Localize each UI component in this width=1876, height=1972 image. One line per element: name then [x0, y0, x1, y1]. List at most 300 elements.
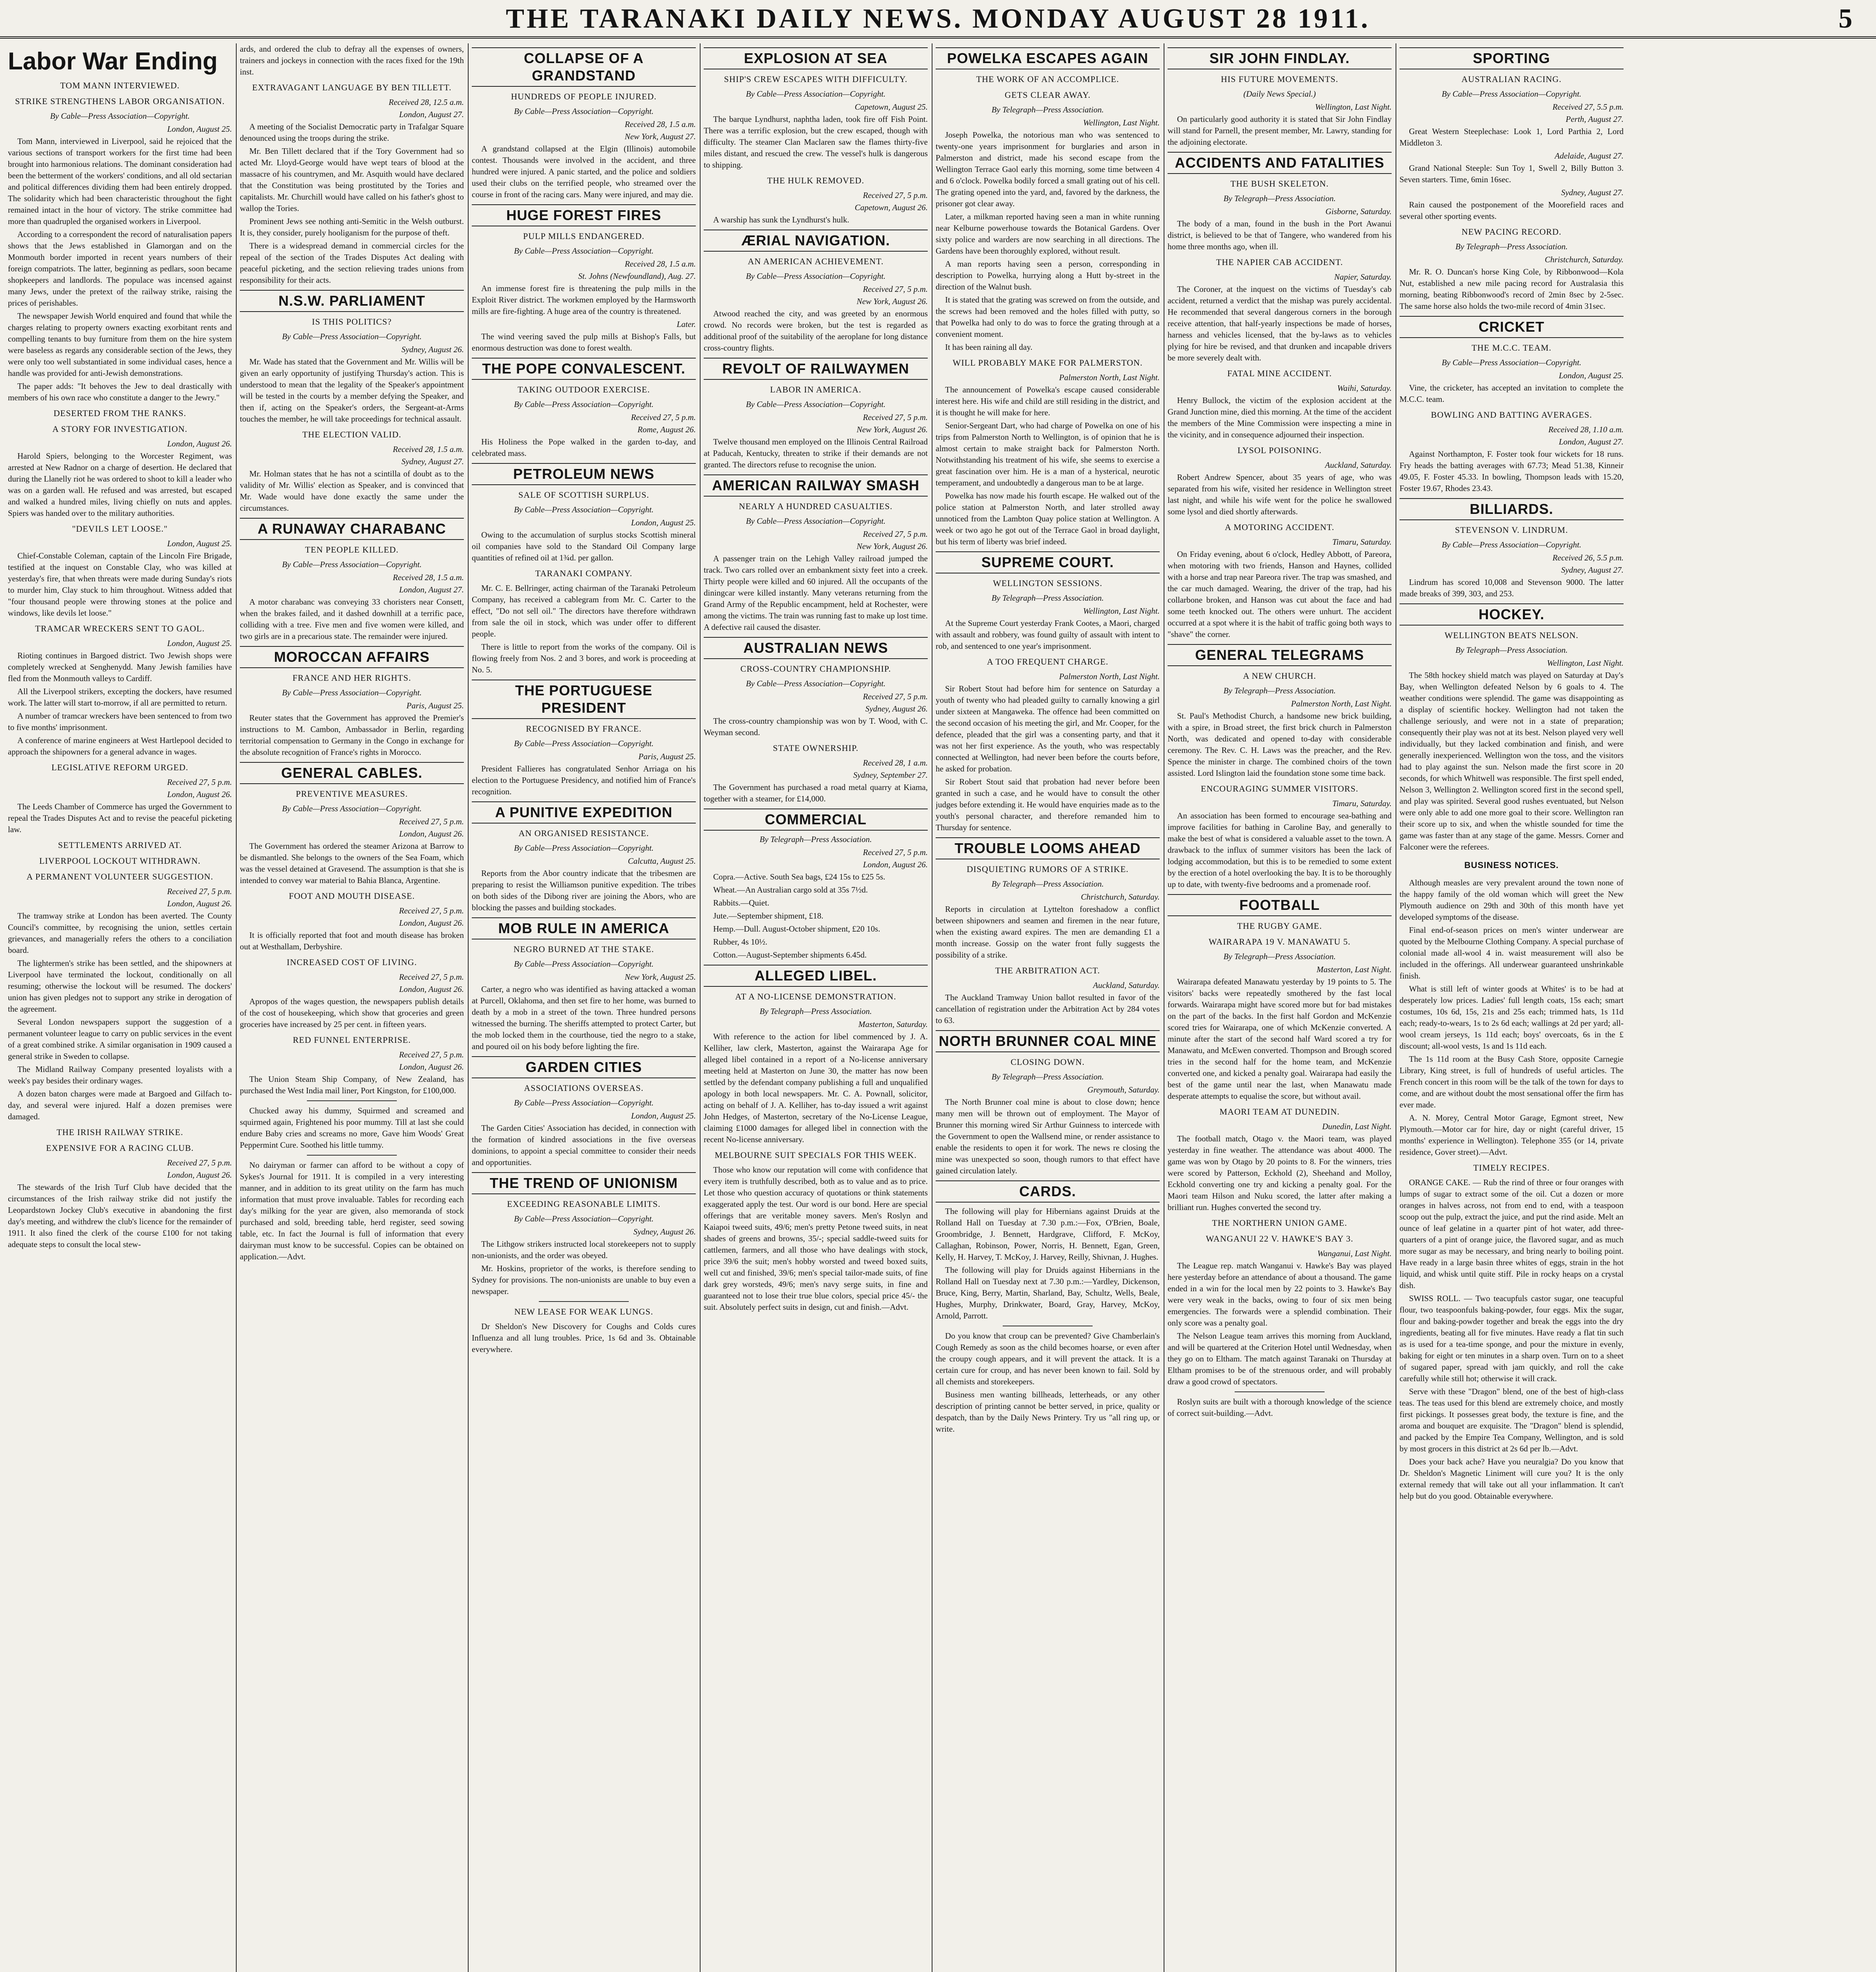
dateline: London, August 26.: [167, 439, 232, 448]
source-line: By Telegraph—Press Association.: [1223, 686, 1336, 695]
article-paragraph: Reports from the Abor country indicate that the tribesmen are preparing to resist the Williamson punitive expedition. The tribes on both sides of the Dibong river are joining the Abors, who are blocking the passes and building stockades.: [472, 868, 696, 912]
section-headline: THE TREND OF UNIONISM: [472, 1172, 696, 1194]
subheading: WANGANUI 22 V. HAWKE'S BAY 3.: [1205, 1234, 1354, 1244]
subheading: GETS CLEAR AWAY.: [1005, 90, 1091, 100]
article-paragraph: The cross-country championship was won by T. Wood, with C. Weyman second.: [704, 716, 928, 737]
dateline: Perth, August 27.: [1566, 114, 1624, 124]
source-line: By Cable—Press Association—Copyright.: [1441, 540, 1582, 549]
article-paragraph: Reuter states that the Government has approved the Premier's instructions to M. Cambon, Ambassador in Berlin, regarding territorial compensation to Germany in the Congo in exchange for the absolute recognition of France's rights in Morocco.: [240, 713, 464, 757]
source-line: By Cable—Press Association—Copyright.: [746, 516, 886, 526]
source-line: By Cable—Press Association—Copyright.: [746, 400, 886, 409]
source-line: By Telegraph—Press Association.: [991, 879, 1104, 889]
subheading: STRIKE STRENGTHENS LABOR ORGANISATION.: [15, 96, 225, 106]
subheading: THE ELECTION VALID.: [302, 430, 402, 439]
subheading: BOWLING AND BATTING AVERAGES.: [1431, 410, 1592, 420]
dateline: London, August 26.: [167, 899, 232, 908]
section-headline: MOB RULE IN AMERICA: [472, 917, 696, 939]
source-line: By Telegraph—Press Association.: [1455, 242, 1568, 251]
dateline: Wanganui, Last Night.: [1317, 1249, 1392, 1258]
dateline: Received 27, 5 p.m.: [399, 972, 464, 982]
dateline: Napier, Saturday.: [1334, 272, 1392, 282]
section-headline: AUSTRALIAN NEWS: [704, 637, 928, 659]
subheading: MELBOURNE SUIT SPECIALS FOR THIS WEEK.: [714, 1150, 917, 1160]
section-headline: AMERICAN RAILWAY SMASH: [704, 474, 928, 497]
dateline: London, August 25.: [167, 639, 232, 648]
article-paragraph: Apropos of the wages question, the newspapers publish details of the cost of housekeeping, which show that groceries and green groceries have increased by 25 per cent. in fifteen years.: [240, 997, 464, 1029]
article-paragraph: It has been raining all day.: [945, 342, 1033, 352]
subheading: RECOGNISED BY FRANCE.: [526, 724, 642, 734]
dateline: Masterton, Saturday.: [858, 1020, 928, 1029]
source-line: By Telegraph—Press Association.: [991, 593, 1104, 603]
article-paragraph: Lindrum has scored 10,008 and Stevenson 9000. The latter made breaks of 399, 303, and 253.: [1400, 577, 1624, 598]
article-paragraph: Robert Andrew Spencer, about 35 years of age, who was separated from his wife, visited her residence in Wellington street last night, and while his wife went for the police he swallowed some lysol and died shortly afterwards.: [1168, 472, 1392, 516]
source-line: By Cable—Press Association—Copyright.: [514, 1214, 654, 1223]
dateline: Received 27, 5 p.m.: [863, 190, 928, 200]
section-headline: ÆRIAL NAVIGATION.: [704, 230, 928, 252]
subheading: DISQUIETING RUMORS OF A STRIKE.: [966, 864, 1129, 874]
article-paragraph: A man reports having seen a person, corresponding in description to Powelka, hurrying along a Hutt by-street in the direction of the Walnut bush.: [936, 259, 1160, 291]
section-headline: HOCKEY.: [1400, 603, 1624, 626]
article-paragraph: His Holiness the Pope walked in the garden to-day, and celebrated mass.: [472, 437, 696, 458]
article-paragraph: Rabbits.—Quiet.: [713, 898, 770, 908]
subheading: DESERTED FROM THE RANKS.: [53, 408, 187, 418]
section-headline: SUPREME COURT.: [936, 551, 1160, 573]
subheading: THE NAPIER CAB ACCIDENT.: [1216, 257, 1343, 267]
subheading: TIMELY RECIPES.: [1473, 1163, 1550, 1173]
subheading: NEARLY A HUNDRED CASUALTIES.: [739, 501, 893, 511]
source-line: By Cable—Press Association—Copyright.: [514, 959, 654, 969]
article-paragraph: Sir Robert Stout said that probation had never before been granted in such a case, and he would have to consult the other judges before extending it. He would have enquiries made as to the youth's personal character, and therefore remanded him to Thursday for sentence.: [936, 777, 1160, 832]
dateline: Palmerston North, Last Night.: [1059, 373, 1160, 382]
article-paragraph: There is a widespread demand in commercial circles for the repeal of the section of the Trades Disputes Act dealing with peaceful picketing, and the section relieving trades unions from responsibility for their acts.: [240, 241, 464, 285]
dateline: Sydney, August 26.: [865, 704, 928, 713]
subheading: THE NORTHERN UNION GAME.: [1212, 1218, 1347, 1228]
article-paragraph: Rain caused the postponement of the Moorefield races and several other sporting events.: [1400, 200, 1624, 221]
subheading: WELLINGTON BEATS NELSON.: [1444, 630, 1579, 640]
article-paragraph: Twelve thousand men employed on the Illinois Central Railroad at Paducah, Kentucky, threaten to strike if their demands are not granted. The directors refuse to recognise the union.: [704, 437, 928, 469]
article-paragraph: A motor charabanc was conveying 33 choristers near Consett, when the brakes failed, and it dashed downhill at a terrific pace, colliding with a tree. Five men and five women were killed, and two girls are in a precarious state. The remainder were injured.: [240, 597, 464, 641]
article-paragraph: Dr Sheldon's New Discovery for Coughs and Colds cures Influenza and all lung troubles. Price, 1s 6d and 3s. Obtainable everywhere.: [472, 1322, 696, 1354]
dateline: Received 28, 12.5 a.m.: [389, 97, 464, 107]
source-line: By Cable—Press Association—Copyright.: [514, 106, 654, 116]
column-2: [240, 43, 464, 1972]
subheading: WILL PROBABLY MAKE FOR PALMERSTON.: [953, 358, 1143, 368]
subheading: NEGRO BURNED AT THE STAKE.: [513, 944, 654, 954]
dateline: Sydney, August 27.: [1561, 565, 1624, 575]
dateline: New York, August 25.: [624, 972, 696, 982]
dateline: London, August 25.: [167, 539, 232, 548]
article-paragraph: Prominent Jews see nothing anti-Semitic in the Welsh outburst. It is, they consider, purely hooliganism for the purpose of theft.: [240, 217, 464, 237]
section-headline: EXPLOSION AT SEA: [704, 47, 928, 69]
column-4: [704, 43, 928, 1972]
dateline: Greymouth, Saturday.: [1087, 1085, 1160, 1094]
dateline: Received 27, 5 p.m.: [863, 692, 928, 701]
subheading: INCREASED COST OF LIVING.: [286, 957, 417, 967]
article-paragraph: The Leeds Chamber of Commerce has urged the Government to repeal the Trades Disputes Act and to revise the peaceful picketing law.: [8, 802, 232, 834]
source-line: By Cable—Press Association—Copyright.: [514, 400, 654, 409]
article-paragraph: Mr. Ben Tillett declared that if the Tory Government had so acted Mr. Lloyd-George would have wept tears of blood at the massacre of his countrymen, and Mr. Asquith would have declared that the Constitution was being prostituted by the Tories and capitalists. Mr. Churchill would have called on his father's ghost to wallop the Tories.: [240, 146, 464, 213]
dateline: Received 27, 5.5 p.m.: [1552, 102, 1624, 112]
article-paragraph: Rubber, 4s 10½.: [713, 937, 768, 947]
source-line: (Daily News Special.): [1243, 89, 1316, 99]
section-headline: COLLAPSE OF A GRANDSTAND: [472, 47, 696, 87]
dateline: London, August 27.: [399, 585, 464, 594]
dateline: London, August 26.: [399, 829, 464, 838]
section-headline: BUSINESS NOTICES.: [1464, 860, 1559, 870]
source-line: By Telegraph—Press Association.: [1223, 194, 1336, 203]
section-headline: SIR JOHN FINDLAY.: [1168, 47, 1392, 69]
subheading: THE HULK REMOVED.: [767, 176, 865, 185]
columns-container: [8, 43, 1868, 1972]
section-headline: BILLIARDS.: [1400, 498, 1624, 520]
source-line: By Telegraph—Press Association.: [991, 105, 1104, 114]
source-line: By Cable—Press Association—Copyright.: [282, 688, 422, 697]
article-paragraph: Later, a milkman reported having seen a man in white running near Kelburne powerhouse towards the Botanical Gardens. Over sixty police and warders are now searching in all directions. The Gardens have been thoroughly explored, without result.: [936, 212, 1160, 256]
column-1: [8, 43, 232, 1972]
source-line: By Cable—Press Association—Copyright.: [50, 111, 190, 121]
section-headline: SPORTING: [1400, 47, 1624, 69]
article-paragraph: The Government has ordered the steamer Arizona at Barrow to be dismantled. She belongs to the owners of the Sea Foam, which was the vessel detained at Gravesend. The assumption is that she is intended to convey war material to Bahia Blanca, Argentine.: [240, 841, 464, 885]
article-paragraph: Chucked away his dummy, Squirmed and screamed and squirmed again, Frightened his poor mummy. Till at last she could endure Baby cries and screams no more, Gave him Woods' Great Peppermint Cure. Soothed his little tummy.: [240, 1106, 464, 1150]
subheading: A TOO FREQUENT CHARGE.: [987, 657, 1109, 667]
article-paragraph: A passenger train on the Lehigh Valley railroad jumped the track. Two cars rolled over an embankment sixty feet into a creek. Thirty people were killed and 60 injured. All the occupants of the diningcar were killed instantly. Many veterans returning from the Grand Army of the Republic encampment, held at Rochester, were among the victims. The train was running fast to make up lost time. A defective rail caused the disaster.: [704, 554, 928, 632]
dateline: London, August 26.: [399, 1062, 464, 1072]
article-paragraph: The North Brunner coal mine is about to close down; hence many men will be thrown out of employment. The Mayor of Brunner this morning wired Sir Arthur Guinness to intercede with the Government to open the Wallsend mine, or render assistance to enable the residents to open it for work. The news re closing the mine was unexpected so soon, though rumors to that effect have gained circulation lately.: [936, 1097, 1160, 1175]
dateline: Capetown, August 26.: [854, 203, 928, 212]
subheading: NEW LEASE FOR WEAK LUNGS.: [514, 1307, 654, 1317]
masthead: [0, 0, 1876, 39]
article-paragraph: The Government has purchased a road metal quarry at Kiama, together with a steamer, for £14,000.: [704, 782, 928, 803]
dateline: New York, August 27.: [624, 132, 696, 141]
article-paragraph: Harold Spiers, belonging to the Worcester Regiment, was arrested at New Radnor on a charge of desertion. He declared that during the Llanelly riot he was ordered to shoot to kill a leader who was on a garden wall. He refused and was arrested, but escaped and walked a hundred miles, living chiefly on nuts and apples. Spiers was handed over to the military authorities.: [8, 451, 232, 518]
dateline: London, August 26.: [167, 1170, 232, 1180]
section-headline: REVOLT OF RAILWAYMEN: [704, 358, 928, 380]
article-paragraph: Sir Robert Stout had before him for sentence on Saturday a youth of twenty who had pleaded guilty to carnally knowing a girl under sixteen at Mangaweka. The offence had been committed on the second occasion of his meeting the girl, and Mr. Cooper, for the defence, pleaded that the girl was a consenting party, and that it was not her first experience. As the youth, who was respectably connected at Wellington, had never been before the courts before, he asked for probation.: [936, 684, 1160, 773]
section-headline: ALLEGED LIBEL.: [704, 965, 928, 987]
dateline: Gisborne, Saturday.: [1325, 207, 1392, 216]
dateline: Received 27, 5 p.m.: [399, 817, 464, 826]
subheading: LIVERPOOL LOCKOUT WITHDRAWN.: [39, 856, 201, 866]
article-paragraph: ards, and ordered the club to defray all the expenses of owners, trainers and jockeys in connection with the races fixed for the 19th inst.: [240, 44, 464, 77]
subheading: FOOT AND MOUTH DISEASE.: [289, 891, 415, 901]
section-headline: HUGE FOREST FIRES: [472, 204, 696, 226]
section-headline: COMMERCIAL: [704, 809, 928, 831]
subheading: IS THIS POLITICS?: [312, 317, 392, 327]
source-line: By Cable—Press Association—Copyright.: [746, 89, 886, 99]
subheading: CLOSING DOWN.: [1011, 1057, 1085, 1067]
dateline: Received 28, 1.5 a.m.: [624, 120, 696, 129]
subheading: PREVENTIVE MEASURES.: [295, 789, 408, 799]
subheading: RED FUNNEL ENTERPRISE.: [293, 1035, 411, 1045]
dateline: Received 27, 5 p.m.: [167, 887, 232, 896]
subheading: FATAL MINE ACCIDENT.: [1227, 368, 1332, 378]
source-line: By Telegraph—Press Association.: [759, 1007, 872, 1016]
subheading: "DEVILS LET LOOSE.": [72, 524, 168, 534]
article-paragraph: The 1s 11d room at the Busy Cash Store, opposite Carnegie Library, King street, is full of hundreds of useful articles. The French concert in this room will be the talk of the town for days to come, and are without doubt the most sensational offer the firm has ever made.: [1400, 1054, 1624, 1109]
article-paragraph: The tramway strike at London has been averted. The County Council's committee, by recognising the union, settles certain grievances, and managerially refers the others to a conciliation board.: [8, 911, 232, 955]
article-paragraph: Business men wanting billheads, letterheads, or any other description of printing cannot be better served, in price, quality or despatch, than by the Daily News Printery. Try us "all ring up, or write.: [936, 1390, 1160, 1434]
dateline: Auckland, Saturday.: [1093, 980, 1160, 990]
dateline: London, August 27.: [1558, 437, 1624, 446]
article-paragraph: The barque Lyndhurst, naphtha laden, took fire off Fish Point. There was a terrific explosion, but the crew escaped, though with difficulty. The steamer Clan Maclaren saw the flames thirty-five miles distant, and rescued the crew. The vessel's hulk is dangerous to shipping.: [704, 114, 928, 170]
article-paragraph: The newspaper Jewish World enquired and found that while the charges relating to property owners exacting exorbitant rents and compelling tenants to buy furniture from them on the hire system were baseless as regards any considerable section of the Jews, they were only too well substantiated in some individual cases, hence a handle was provided for anti-Jewish demonstrations.: [8, 311, 232, 378]
article-paragraph: Chief-Constable Coleman, captain of the Lincoln Fire Brigade, testified at the inquest on Constable Clay, who was killed at yesterday's fire, that when threats were made during Sunday's riots to murder him, Clay stuck to him throughout. Witness added that "four thousand people were throwing stones at the police and windows, like devils let loose.": [8, 551, 232, 618]
dateline: St. Johns (Newfoundland), Aug. 27.: [578, 271, 696, 281]
subheading: A MOTORING ACCIDENT.: [1225, 522, 1334, 532]
article-paragraph: On particularly good authority it is stated that Sir John Findlay will stand for Parnell, the present member, Mr. Lawry, standing for the adjoining electorate.: [1168, 114, 1392, 147]
divider: [539, 1301, 628, 1302]
article-paragraph: According to a correspondent the record of naturalisation papers shows that the Jews established in Glamorgan and on the Monmouth border imported in recent years numbers of their foreign compatriots. The latter, beginning as pedlars, soon became shopkeepers and landlords. The populace was incensed against many Jews, under the pretext of the railway strike, raising the prices of perishables.: [8, 230, 232, 308]
dateline: London, August 26.: [399, 918, 464, 928]
dateline: Received 27, 5 p.m.: [399, 1050, 464, 1059]
dateline: London, August 25.: [631, 518, 696, 527]
column-rule: [700, 43, 701, 1972]
article-paragraph: The Lithgow strikers instructed local storekeepers not to supply non-unionists, and the order was obeyed.: [472, 1239, 696, 1260]
article-paragraph: Roslyn suits are built with a thorough knowledge of the science of correct suit-building.—Advt.: [1168, 1397, 1392, 1418]
source-line: By Telegraph—Press Association.: [1455, 645, 1568, 655]
article-paragraph: What is still left of winter goods at Whites' is to be had at desperately low prices. Ladies' full length coats, 15s each; smart costumes, 10s 6d, 15s, 21s and 25s each; trimmed hats, 1s 11d each; ready-to-wears, 1s to 2s 6d each; wallings at 2d per yard; all-wool cream jerseys, 1s 11d each; boys' overcoats, 6s in the £ discount; all-wool vests, 1s and 1s 11d each.: [1400, 984, 1624, 1051]
article-paragraph: Mr. Wade has stated that the Government and Mr. Willis will be given an early opportunity of justifying Thursday's action. This is understood to mean that the legality of the Speaker's appointment will be tested in the courts by a member defying the Speaker, and then if, acting on the Speaker's orders, the Sergeant-at-Arms touches the member, he will take proceedings for technical assault.: [240, 357, 464, 424]
dateline: Received 27, 5 p.m.: [863, 413, 928, 422]
divider: [307, 1100, 396, 1101]
dateline: New York, August 26.: [856, 297, 928, 306]
section-headline: A PUNITIVE EXPEDITION: [472, 801, 696, 824]
subheading: ENCOURAGING SUMMER VISITORS.: [1201, 784, 1358, 794]
article-paragraph: St. Paul's Methodist Church, a handsome new brick building, with a spire, in Broad street, the first brick church in Palmerston North, was dedicated and opened to-day with considerable ceremony. The Rev. C. H. Laws was the preacher, and the Rev. Spence the minister in charge. The combined choirs of the town assisted. Lord Islington laid the foundation stone some time back.: [1168, 711, 1392, 778]
dateline: Received 27, 5 p.m.: [863, 848, 928, 857]
source-line: By Telegraph—Press Association.: [1223, 952, 1336, 961]
subheading: TRAMCAR WRECKERS SENT TO GAOL.: [35, 624, 205, 633]
subheading: THE RUGBY GAME.: [1237, 921, 1322, 931]
section-headline: FOOTBALL: [1168, 894, 1392, 916]
dateline: Dunedin, Last Night.: [1322, 1122, 1392, 1131]
source-line: By Telegraph—Press Association.: [991, 1072, 1104, 1081]
article-paragraph: The wind veering saved the pulp mills at Bishop's Falls, but enormous destruction was done to forest wealth.: [472, 332, 696, 353]
article-paragraph: The body of a man, found in the bush in the Port Awanui district, is believed to be that of Tangere, who wandered from his home three months ago, when ill.: [1168, 219, 1392, 251]
dateline: Received 28, 1.5 a.m.: [392, 444, 464, 454]
dateline: London, August 26.: [167, 790, 232, 799]
dateline: Rome, August 26.: [637, 425, 696, 434]
subheading: ASSOCIATIONS OVERSEAS.: [524, 1083, 644, 1093]
article-paragraph: A grandstand collapsed at the Elgin (Illinois) automobile contest. Thousands were involved in the accident, and three hundred were injured. A panic started, and the police and soldiers used their clubs on the terrified people, who streamed over the course in front of the racing cars. Many were injured, and may die.: [472, 144, 696, 199]
dateline: Wellington, Last Night.: [1547, 658, 1624, 668]
subheading: TEN PEOPLE KILLED.: [305, 545, 399, 555]
dateline: Received 27, 5 p.m.: [863, 284, 928, 294]
article-paragraph: The Coroner, at the inquest on the victims of Tuesday's cab accident, returned a verdict that the mishap was purely accidental. He recommended that several dangerous corners in the borough receive attention, that half-yearly inspections be made of horses, harness and vehicles licensed, that the by-laws as to vehicles plying for hire be revised, and that drunken and incapable drivers be more severely dealt with.: [1168, 284, 1392, 362]
section-headline: GENERAL CABLES.: [240, 762, 464, 784]
subheading: THE ARBITRATION ACT.: [995, 965, 1100, 975]
subheading: EXPENSIVE FOR A RACING CLUB.: [46, 1143, 194, 1153]
article-paragraph: Do you know that croup can be prevented? Give Chamberlain's Cough Remedy as soon as the child becomes hoarse, or even after the croupy cough appears, and it will prevent the attack. It is a certain cure for croup, and has never been known to fail. Sold by all chemists and storekeepers.: [936, 1331, 1160, 1386]
subheading: AUSTRALIAN RACING.: [1461, 74, 1562, 84]
subheading: A STORY FOR INVESTIGATION.: [52, 424, 188, 434]
subheading: TARANAKI COMPANY.: [535, 568, 633, 578]
article-paragraph: The lightermen's strike has been settled, and the shipowners at Liverpool have terminated the lockout, conditionally on all resuming; otherwise the lockout will be resumed. The dockers' union has given pledges not to support any strike in derogation of the agreement.: [8, 958, 232, 1014]
subheading: SALE OF SCOTTISH SURPLUS.: [518, 490, 649, 500]
column-6: [1168, 43, 1392, 1972]
dateline: Received 28, 1.10 a.m.: [1548, 425, 1624, 434]
article-paragraph: A. N. Morey, Central Motor Garage, Egmont street, New Plymouth.—Motor car for hire, day or night (careful driver, 15 months' experience in Wellington). Telephone 355 (or 14, private residence, Gover street).—Advt.: [1400, 1113, 1624, 1157]
dateline: Received 26, 5.5 p.m.: [1552, 553, 1624, 562]
subheading: FRANCE AND HER RIGHTS.: [292, 673, 411, 683]
article-paragraph: The following will play for Druids against Hibernians in the Rolland Hall on Tuesday next at 7.30 p.m.:—Yardley, Dickenson, Bruce, King, Berry, Martin, Sharland, Bay, Schultz, Wells, Beale, Hughes, Murphy, Drinkwater, Board, Gray, Harvey, McKoy, Arnold, Parrott.: [936, 1265, 1160, 1320]
article-paragraph: The Auckland Tramway Union ballot resulted in favor of the cancellation of registration under the Arbitration Act by 284 votes to 63.: [936, 993, 1160, 1025]
source-line: By Cable—Press Association—Copyright.: [282, 804, 422, 813]
subheading: EXTRAVAGANT LANGUAGE BY BEN TILLETT.: [252, 82, 452, 92]
divider: [1235, 1391, 1324, 1392]
article-paragraph: Grand National Steeple: Sun Toy 1, Swell 2, Billy Button 3. Seven starters. Time, 6min 16sec.: [1400, 163, 1624, 184]
subheading: EXCEEDING REASONABLE LIMITS.: [507, 1199, 661, 1209]
dateline: Sydney, August 26.: [633, 1227, 696, 1236]
subheading: CROSS-COUNTRY CHAMPIONSHIP.: [740, 664, 891, 674]
article-paragraph: On Friday evening, about 6 o'clock, Hedley Abbott, of Pareora, when motoring with two friends, Hanson and Haynes, collided with a horse and trap near Pareora river. The trap was smashed, and the car much damaged. Wearing, the driver of the trap, had his collarbone broken, and Hanson was cut about the face and had some teeth knocked out. The others were unhurt. The accident occurred at a spot where it is the habit of traffic going both ways to "shave" the corner.: [1168, 549, 1392, 639]
dateline: Palmerston North, Last Night.: [1059, 672, 1160, 681]
subheading: AN AMERICAN ACHIEVEMENT.: [747, 256, 884, 266]
dateline: Masterton, Last Night.: [1316, 965, 1392, 974]
article-paragraph: Although measles are very prevalent around the town none of the happy family of the old woman which will greet the New Plymouth audience on 29th and 30th of this month have yet developed symptoms of the disease.: [1400, 878, 1624, 922]
source-line: By Cable—Press Association—Copyright.: [746, 271, 886, 281]
column-7: [1400, 43, 1624, 1972]
dateline: Later.: [676, 319, 696, 329]
lead-headline: Labor War Ending: [8, 48, 218, 75]
subheading: NEW PACING RECORD.: [1461, 227, 1562, 237]
article-paragraph: It is stated that the grating was screwed on from the outside, and the screws had been removed and the holes filled with putty, so that Powelka had only to do was to force the grating through at a convenient moment.: [936, 295, 1160, 339]
dateline: Sydney, August 26.: [401, 345, 464, 354]
subheading: AN ORGANISED RESISTANCE.: [518, 828, 649, 838]
article-paragraph: At the Supreme Court yesterday Frank Cootes, a Maori, charged with assault and robbery, was found guilty of assault with intent to rob, and sentenced to one year's imprisonment.: [936, 618, 1160, 651]
dateline: Sydney, August 27.: [401, 457, 464, 466]
article-paragraph: Mr. Hoskins, proprietor of the works, is therefore sending to Sydney for provisions. The non-unionists are unable to buy even a newspaper.: [472, 1264, 696, 1296]
article-paragraph: Wairarapa defeated Manawatu yesterday by 19 points to 5. The visitors' backs were repeatedly smothered by the fast local forwards. Wairarapa might have scored more but for bad mistakes on the part of the backs. In the first half Gordon and McKenzie scored tries for Wairarapa, one of which McKenzie converted. A minute after the start of the second half Ward scored a try for Manawatu, and McEwen converted. Thompson and Brough scored tries in the second half for the home team, and McKenzie converted one, and kicked a penalty goal. Wairarapa had easily the best of the game until near the last, when Manawatu made desperate attempts to equalise the score, but without avail.: [1168, 977, 1392, 1101]
article-paragraph: A dozen baton charges were made at Bargoed and Gilfach to-day, and several were injured. Half a dozen premises were damaged.: [8, 1089, 232, 1121]
article-paragraph: Final end-of-season prices on men's winter underwear are quoted by the Melbourne Clothing Company. A special purchase of colonial made all-wool 4 in. waist measurement will also be included in the offerings. All underwear guaranteed unshrinkable finish.: [1400, 925, 1624, 980]
subheading: A NEW CHURCH.: [1243, 671, 1316, 681]
dateline: Christchurch, Saturday.: [1081, 892, 1160, 902]
section-headline: A RUNAWAY CHARABANC: [240, 518, 464, 540]
article-paragraph: Tom Mann, interviewed in Liverpool, said he rejoiced that the various sections of transport workers for the first time had been brought into harmonious relations. The dominant consideration had been the betterment of the workers' conditions, and all old sectarian and political differences dividing them had been entirely dropped. The solidarity which had been characteristic throughout the fight remained intact in the hour of victory. The strike committee had more than quadrupled the organised workers in Liverpool.: [8, 136, 232, 226]
dateline: Received 27, 5 p.m.: [399, 906, 464, 915]
subheading: HUNDREDS OF PEOPLE INJURED.: [511, 92, 657, 101]
dateline: Adelaide, August 27.: [1555, 151, 1624, 161]
source-line: By Cable—Press Association—Copyright.: [1441, 89, 1582, 99]
article-paragraph: Vine, the cricketer, has accepted an invitation to complete the M.C.C. team.: [1400, 383, 1624, 404]
column-rule: [236, 43, 237, 1972]
source-line: By Cable—Press Association—Copyright.: [746, 679, 886, 688]
article-paragraph: It is officially reported that foot and mouth disease has broken out at Westhallam, Derbyshire.: [240, 930, 464, 951]
article-paragraph: The football match, Otago v. the Maori team, was played yesterday in fine weather. The attendance was about 4000. The game was won by Otago by 20 points to 8. For the winners, tries were scored by Patterson, Eckhold (2), Sheehand and Molloy, Eckhold converting one try and kicking a penalty goal. For the Maori team Hilson and Nuku scored, the latter after making a brilliant run. Hughes converted the second try.: [1168, 1134, 1392, 1212]
subheading: LEGISLATIVE REFORM URGED.: [51, 762, 189, 772]
article-paragraph: A number of tramcar wreckers have been sentenced to from two to five months' imprisonment.: [8, 711, 232, 732]
subheading: THE M.C.C. TEAM.: [1471, 343, 1552, 353]
subheading: STATE OWNERSHIP.: [773, 743, 859, 753]
section-headline: ACCIDENTS AND FATALITIES: [1168, 152, 1392, 174]
dateline: Received 28, 1.5 a.m.: [624, 259, 696, 269]
article-paragraph: The Union Steam Ship Company, of New Zealand, has purchased the West India mail liner, Port Kingston, for £100,000.: [240, 1074, 464, 1095]
article-paragraph: Henry Bullock, the victim of the explosion accident at the Grand Junction mine, died this morning. At the time of the accident the members of the Mine Commission were inspecting a mine in the vicinity, and in consequence adjourned their inspection.: [1168, 396, 1392, 439]
dateline: Auckland, Saturday.: [1325, 460, 1392, 470]
article-paragraph: Does your back ache? Have you neuralgia? Do you know that Dr. Sheldon's Magnetic Liniment will cure you? It is the only external remedy that will take out all your inflammation. It can't help but do you good. Obtainable everywhere.: [1400, 1457, 1624, 1501]
dateline: London, August 26.: [399, 984, 464, 994]
source-line: By Cable—Press Association—Copyright.: [282, 560, 422, 569]
subheading: THE BUSH SKELETON.: [1230, 179, 1329, 189]
dateline: Timaru, Saturday.: [1332, 799, 1392, 808]
dateline: Christchurch, Saturday.: [1545, 255, 1624, 264]
source-line: By Cable—Press Association—Copyright.: [514, 843, 654, 853]
article-paragraph: Mr. R. O. Duncan's horse King Cole, by Ribbonwood—Kola Nut, established a new mile pacing record for Australasia this morning, beating Ribbonwood's record of 2min 8sec by 2-5sec. The same horse also holds the two-mile record of 4min 31sec.: [1400, 267, 1624, 311]
dateline: Received 28, 1.5 a.m.: [392, 573, 464, 582]
dateline: Waihi, Saturday.: [1337, 383, 1392, 393]
subheading: LYSOL POISONING.: [1237, 445, 1322, 455]
section-headline: TROUBLE LOOMS AHEAD: [936, 837, 1160, 859]
article-paragraph: Copra.—Active. South Sea bags, £24 15s to £25 5s.: [713, 872, 886, 881]
subheading: HIS FUTURE MOVEMENTS.: [1221, 74, 1338, 84]
article-paragraph: The Nelson League team arrives this morning from Auckland, and will be quartered at the Criterion Hotel until Wednesday, when they go on to Eltham. The match against Taranaki on Thursday at Eltham promises to be of the strenuous order, and will probably draw a good crowd of spectators.: [1168, 1331, 1392, 1386]
article-paragraph: The announcement of Powelka's escape caused considerable interest here. His wife and child are still residing in the district, and it is thought he will make for here.: [936, 385, 1160, 417]
article-paragraph: The Midland Railway Company presented loyalists with a week's pay besides their ordinary wages.: [8, 1064, 232, 1085]
section-headline: PETROLEUM NEWS: [472, 463, 696, 485]
article-paragraph: Powelka has now made his fourth escape. He walked out of the police station at Palmerston North, and later strolled away unnoticed from the Lambton Quay police station at Wellington. A week or two ago he got out of the Terrace Gaol in broad daylight, but his term of liberty was brief indeed.: [936, 491, 1160, 546]
article-paragraph: Several London newspapers support the suggestion of a permanent volunteer league to carry on public services in the event of a great combined strike. A similar organisation in 1909 caused a general strike in Sweden to collapse.: [8, 1017, 232, 1061]
source-line: By Cable—Press Association—Copyright.: [514, 739, 654, 748]
article-paragraph: A conference of marine engineers at West Hartlepool decided to approach the shipowners for a general advance in wages.: [8, 736, 232, 756]
dateline: Paris, August 25.: [638, 752, 696, 761]
article-paragraph: All the Liverpool strikers, excepting the dockers, have resumed work. The latter will start to-morrow, if all are permitted to return.: [8, 687, 232, 708]
article-paragraph: An immense forest fire is threatening the pulp mills in the Exploit River district. The workmen employed by the Harmsworth mills are fire-fighting. A huge area of the country is threatened.: [472, 284, 696, 316]
subheading: TAKING OUTDOOR EXERCISE.: [518, 385, 650, 394]
article-paragraph: President Fallieres has congratulated Senhor Arriaga on his election to the Portuguese Presidency, and notified him of France's recognition.: [472, 764, 696, 796]
article-paragraph: Wheat.—An Australian cargo sold at 35s 7½d.: [713, 885, 868, 894]
article-paragraph: Against Northampton, F. Foster took four wickets for 18 runs. Fry heads the batting averages with 67.73; Mead 51.38, Kinneir 49.05, F. Foster 45.33. In bowling, Thompson leads with 15.20, Foster 19.67, Rhodes 23.43.: [1400, 449, 1624, 493]
article-paragraph: Those who know our reputation will come with confidence that every item is truthfully described, both as to value and as to price. Let those who question accuracy of quotations or think statements exaggerated apply the test. Our word is our bond. Here are special offerings that are veritable money savers. Men's Roslyn and Kaiapoi tweed suits, 49/6; men's pretty Petone tweed suits, in neat shades of greens and browns, 35/-; special saddle-tweed suits for cattlemen, farmers, and all those who have dealings with stock, price 39/6 the suit; men's hobby worsted and tweed boxed suits, well cut and finished, 39/6; men's special tailor-made suits, of fine dark grey worsteds, 49/6; men's navy serge suits, in fine and guaranteed not to lose their true blue colors, special price 45/- the suit. Absolutely perfect suits in design, cut and finish.—Advt.: [704, 1165, 928, 1312]
article-paragraph: Atwood reached the city, and was greeted by an enormous crowd. No records were broken, but the test is regarded as additional proof of the suitability of the aeroplane for long distance cross-country flights.: [704, 309, 928, 353]
subheading: LABOR IN AMERICA.: [770, 385, 861, 394]
dateline: Received 27, 5 p.m.: [167, 1158, 232, 1167]
article-paragraph: Cotton.—August-September shipments 6.45d.: [713, 950, 867, 960]
subheading: A PERMANENT VOLUNTEER SUGGESTION.: [26, 872, 213, 881]
article-paragraph: An association has been formed to encourage sea-bathing and improve facilities for bathing in Caroline Bay, and generally to make the best of what is considered a valuable asset to the town. A drawback to the influx of summer visitors has been the lack of lodging accommodation, but this is to be remedied to some extent by the erection of a hotel overlooking the bay. It is to be thoroughly up to date, with twenty-five bedrooms and a promenade roof.: [1168, 811, 1392, 889]
article-paragraph: There is little to report from the works of the company. Oil is flowing freely from Nos. 2 and 3 bores, and work is proceeding at No. 5.: [472, 642, 696, 674]
article-paragraph: With reference to the action for libel commenced by J. A. Kelliher, law clerk, Masterton, against the Wairarapa Age for alleged libel contained in a report of a No-license anniversary meeting held at Masterton on June 30, the matter has now been settled by the defendant company publishing a full and unqualified apology in both local newspapers. Mr. C. A. Pownall, solicitor, acting on behalf of J. A. Kelliher, has to-day issued a writ against John Hedges, of Masterton, secretary of the No-License League, claiming £1000 damages for alleged libel in connection with the recent No-license anniversary.: [704, 1032, 928, 1144]
dateline: New York, August 26.: [856, 542, 928, 551]
divider: [307, 1155, 396, 1156]
newspaper-title: THE TARANAKI DAILY NEWS. MONDAY AUGUST 28 1911.: [506, 4, 1370, 34]
dateline: Wellington, Last Night.: [1315, 102, 1392, 112]
source-line: By Telegraph—Press Association.: [759, 835, 872, 844]
article-paragraph: The League rep. match Wanganui v. Hawke's Bay was played here yesterday before an attendance of about a thousand. The game ended in a win for the local men by 22 points to 3. Hawke's Bay were very weak in the backs, owing to four of six men being emergencies. The forwards were a splendid combination. Their only score was a penalty goal.: [1168, 1261, 1392, 1328]
subheading: THE IRISH RAILWAY STRIKE.: [56, 1127, 183, 1137]
article-paragraph: ORANGE CAKE. — Rub the rind of three or four oranges with lumps of sugar to extract some of the oil. Cut a dozen or more oranges in halves across, not from end to end, with a teaspoon scoop out the pulp, extract the juice, and put the rind aside. Melt an ounce of leaf gelatine in a quarter pint of hot water, add three-quarters of a pint of orange juice, the flavored sugar, and as much more sugar as may be necessary, and bring nearly to boiling point. Have ready in a large basin three whites of eggs, strain in the hot liquid, and whisk until quite stiff. Pile in rocky heaps on a crystal dish.: [1400, 1178, 1624, 1290]
article-paragraph: Mr. Holman states that he has not a scintilla of doubt as to the validity of Mr. Willis' election as Speaker, and is convinced that Mr. Wade would have done exactly the same under the circumstances.: [240, 469, 464, 513]
article-paragraph: Carter, a negro who was identified as having attacked a woman at Purcell, Oklahoma, and then set fire to her home, was burned to death by a mob in a street of the town. Three hundred persons witnessed the burning. The sheriffs attempted to protect Carter, but the mob locked them in the courthouse, tied the negro to a stake, and poured oil on his body before lighting the fire.: [472, 984, 696, 1051]
section-headline: THE POPE CONVALESCENT.: [472, 358, 696, 380]
article-paragraph: The 58th hockey shield match was played on Saturday at Day's Bay, when Wellington defeated Nelson by 6 goals to 4. The weather conditions were splendid. The game was disappointing as a display of scientific hockey. Wellington had not taken the challenge seriously, and were not in a state of preparation; consequently their play was not at its best. Nelson played very well individually, but they lacked combination and finish, and were generally inexperienced. Wellington won the toss, and the visitors had to play against the sun. Nelson made the first score in 20 seconds, for which Whitwell was responsible. The first spell ended, Nelson 3, Wellington 2. Wellington scored first in the second spell, and play was spirited. Several good rushes eventuated, but Nelson were only able to add one more goal to their score. Wellington ran their score up to six, and when the whistle sounded for time the game was faster than at any stage of the game. Messrs. Corner and Falconer were the referees.: [1400, 670, 1624, 852]
dateline: Received 28, 1 a.m.: [863, 758, 928, 768]
subheading: WAIRARAPA 19 V. MANAWATU 5.: [1209, 937, 1351, 947]
subheading: SHIP'S CREW ESCAPES WITH DIFFICULTY.: [724, 74, 908, 84]
subheading: SETTLEMENTS ARRIVED AT.: [58, 840, 182, 850]
article-paragraph: A meeting of the Socialist Democratic party in Trafalgar Square denounced using the troops during the strike.: [240, 122, 464, 143]
dateline: Calcutta, August 25.: [628, 856, 696, 866]
dateline: London, August 25.: [631, 1111, 696, 1120]
section-headline: MOROCCAN AFFAIRS: [240, 646, 464, 668]
section-headline: POWELKA ESCAPES AGAIN: [936, 47, 1160, 69]
dateline: Received 27, 5 p.m.: [863, 529, 928, 539]
source-line: By Cable—Press Association—Copyright.: [514, 1098, 654, 1107]
article-paragraph: The paper adds: "It behoves the Jew to deal drastically with members of his own race who constitute a danger to the Jewry.": [8, 381, 232, 402]
subheading: STEVENSON V. LINDRUM.: [1455, 525, 1568, 535]
source-line: By Cable—Press Association—Copyright.: [514, 505, 654, 514]
subheading: AT A NO-LICENSE DEMONSTRATION.: [735, 992, 897, 1001]
